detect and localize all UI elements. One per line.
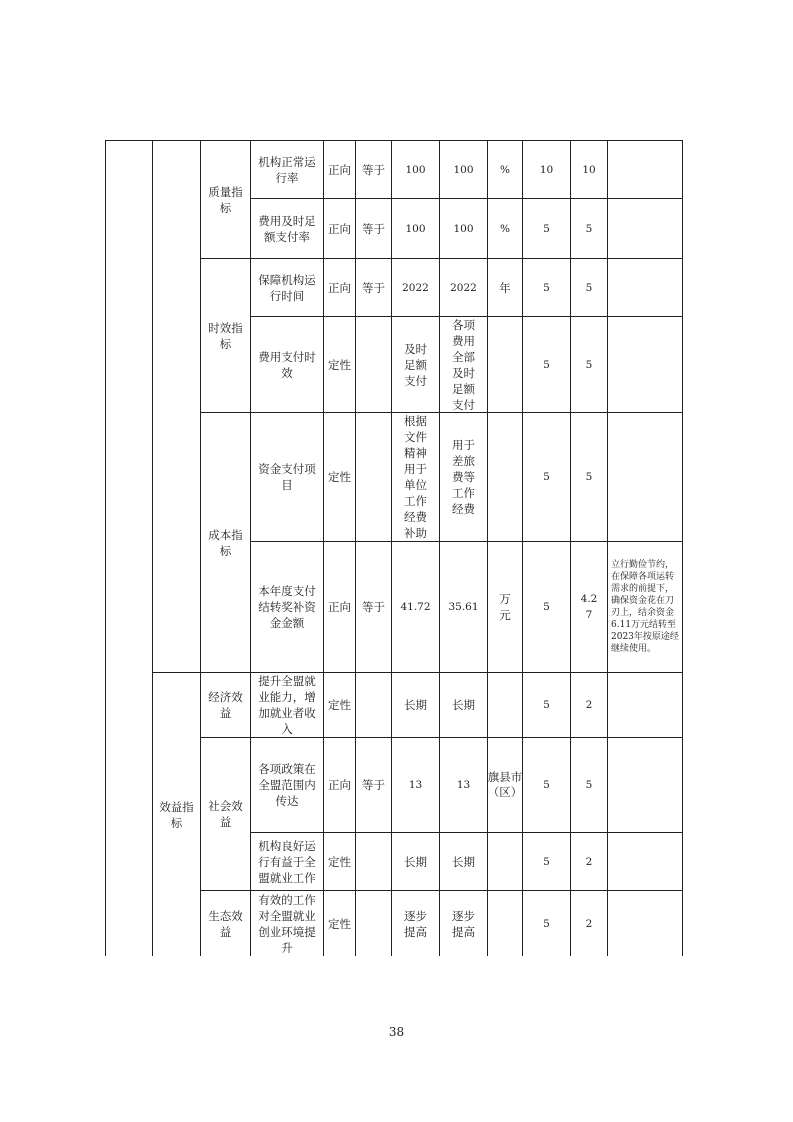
comparison-operator: 等于 bbox=[362, 280, 385, 295]
score: 2 bbox=[585, 917, 593, 930]
actual-value: 各项费用全部及时足额支付 bbox=[452, 317, 475, 412]
indicator-name: 本年度支付结转奖补资金金额 bbox=[258, 584, 316, 630]
unit: % bbox=[500, 163, 510, 176]
note bbox=[608, 738, 682, 832]
comparison-operator bbox=[356, 891, 391, 956]
note bbox=[608, 199, 682, 258]
weight: 10 bbox=[539, 163, 554, 176]
weight: 5 bbox=[543, 779, 550, 791]
target-value: 41.72 bbox=[400, 601, 431, 613]
weight: 5 bbox=[543, 358, 550, 371]
target-value: 100 bbox=[405, 163, 426, 176]
indicator-nature: 正向 bbox=[328, 162, 351, 177]
unit: % bbox=[500, 222, 510, 235]
note bbox=[608, 891, 682, 956]
weight: 5 bbox=[543, 917, 550, 930]
actual-value: 100 bbox=[453, 163, 474, 176]
comparison-operator bbox=[356, 673, 391, 737]
actual-value: 逐步提高 bbox=[452, 908, 475, 939]
comparison-operator: 等于 bbox=[362, 778, 385, 792]
page-number: 38 bbox=[388, 1025, 405, 1039]
note bbox=[608, 317, 682, 412]
comparison-operator: 等于 bbox=[362, 221, 385, 236]
score: 5 bbox=[585, 358, 593, 371]
indicator-nature: 定性 bbox=[328, 470, 351, 484]
performance-indicator-table bbox=[105, 140, 683, 956]
score: 5 bbox=[585, 471, 593, 483]
indicator-name: 机构良好运行有益于全盟就业工作 bbox=[258, 838, 316, 885]
subcategory-ecological: 生态效益 bbox=[208, 908, 243, 939]
indicator-name: 费用及时足额支付率 bbox=[258, 213, 316, 244]
actual-value: 长期 bbox=[452, 854, 475, 869]
indicator-name: 机构正常运行率 bbox=[258, 154, 316, 185]
comparison-operator bbox=[356, 833, 391, 890]
score: 4.27 bbox=[580, 593, 598, 621]
indicator-name: 费用支付时效 bbox=[258, 349, 316, 380]
indicator-name: 资金支付项目 bbox=[258, 462, 316, 492]
score: 5 bbox=[585, 779, 593, 791]
weight: 5 bbox=[543, 281, 550, 294]
score: 10 bbox=[582, 163, 596, 176]
target-value: 逐步提高 bbox=[404, 908, 427, 939]
target-value: 及时足额支付 bbox=[404, 341, 427, 388]
target-value: 2022 bbox=[402, 281, 429, 294]
score: 5 bbox=[585, 222, 593, 235]
indicator-nature: 正向 bbox=[328, 600, 351, 614]
comparison-operator bbox=[356, 317, 391, 412]
indicator-name: 有效的工作对全盟就业创业环境提升 bbox=[258, 892, 316, 955]
score: 5 bbox=[585, 281, 593, 294]
unit: 年 bbox=[499, 280, 511, 295]
unit bbox=[488, 673, 522, 737]
subcategory-quality: 质量指标 bbox=[208, 184, 243, 215]
indicator-nature: 正向 bbox=[328, 280, 351, 295]
indicator-name: 提升全盟就业能力，增加就业者收入 bbox=[258, 674, 316, 736]
subcategory-timeliness: 时效指标 bbox=[208, 320, 243, 351]
target-value: 长期 bbox=[404, 854, 427, 869]
weight: 5 bbox=[543, 601, 550, 613]
indicator-nature: 定性 bbox=[328, 854, 351, 869]
subcategory-cost: 成本指标 bbox=[208, 527, 243, 558]
subcategory-economic: 经济效益 bbox=[208, 690, 243, 720]
weight: 5 bbox=[543, 699, 550, 711]
comparison-operator: 等于 bbox=[362, 162, 385, 177]
indicator-nature: 定性 bbox=[328, 357, 351, 372]
indicator-name: 各项政策在全盟范围内传达 bbox=[258, 762, 316, 808]
actual-value: 2022 bbox=[450, 281, 477, 294]
weight: 5 bbox=[543, 855, 550, 868]
note bbox=[608, 673, 682, 737]
actual-value: 13 bbox=[456, 779, 471, 791]
actual-value: 用于差旅费等工作经费 bbox=[452, 438, 475, 516]
target-value: 根据文件精神用于单位工作经费补助 bbox=[404, 414, 427, 540]
first-level-indicator: 效益指标 bbox=[159, 799, 194, 830]
indicator-name: 保障机构运行时间 bbox=[258, 272, 316, 303]
subcategory-social: 社会效益 bbox=[208, 799, 243, 829]
comparison-operator bbox=[356, 413, 391, 541]
score: 2 bbox=[585, 699, 593, 711]
actual-value: 100 bbox=[453, 222, 474, 235]
unit: 旗县市（区） bbox=[487, 770, 523, 799]
note: 立行勤俭节约，在保障各项运转需求的前提下，确保资金花在刀刃上，结余资金6.11万元结转至2023年按原途经继续使用。 bbox=[611, 560, 679, 654]
unit bbox=[488, 413, 522, 541]
unit: 万元 bbox=[499, 592, 511, 622]
note bbox=[608, 141, 682, 198]
target-value: 13 bbox=[408, 779, 423, 791]
weight: 5 bbox=[543, 222, 550, 235]
note bbox=[608, 413, 682, 541]
target-value: 长期 bbox=[404, 698, 427, 712]
note bbox=[608, 833, 682, 890]
indicator-nature: 正向 bbox=[328, 221, 351, 236]
indicator-nature: 定性 bbox=[328, 916, 351, 931]
actual-value: 35.61 bbox=[448, 601, 479, 613]
comparison-operator: 等于 bbox=[362, 600, 385, 614]
indicator-nature: 正向 bbox=[328, 778, 351, 792]
target-value: 100 bbox=[405, 222, 426, 235]
indicator-nature: 定性 bbox=[328, 698, 351, 712]
note bbox=[608, 259, 682, 316]
actual-value: 长期 bbox=[452, 698, 475, 712]
unit bbox=[488, 891, 522, 956]
unit bbox=[488, 833, 522, 890]
unit bbox=[488, 317, 522, 412]
score: 2 bbox=[585, 855, 593, 868]
weight: 5 bbox=[543, 471, 550, 483]
